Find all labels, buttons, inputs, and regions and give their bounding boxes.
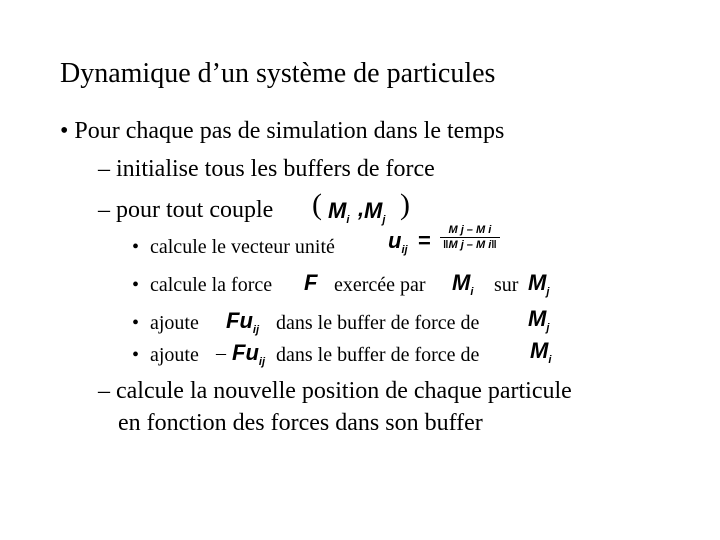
unit-vector-denominator: ‖M j – M i‖ [443,239,497,251]
unit-vector-equals: = [418,228,431,253]
minus-sign: – [216,342,226,364]
couple-mi: $M_i$ [328,198,350,226]
item-force-text-c: sur [494,274,519,296]
force-mj: $M_j$ [528,270,550,298]
item-add-text-b: dans le buffer de force de [276,312,480,334]
item-dot-2: • [132,274,140,296]
slide-title: Dynamique d’un système de particules [60,58,496,89]
item-dot-3: • [132,312,140,334]
item-dot-1: • [132,236,140,258]
fraction-bar [440,237,500,238]
dash-init-buffers: – initialise tous les buffers de force [98,156,435,182]
force-mi: $M_i$ [452,270,474,298]
item-add-text-a: ajoute [150,312,199,334]
item-add-neg-text-a: ajoute [150,344,199,366]
add-neg-mi: $M_i$ [530,338,552,366]
unit-vector-numerator: M j – M i [448,224,492,236]
dash-new-position-line2: en fonction des forces dans son buffer [118,410,483,436]
couple-mj: $M_j$ [364,198,386,226]
item-unit-vector-text: calcule le vecteur unité [150,236,335,258]
item-dot-4: • [132,344,140,366]
item-force-text-a: calcule la force [150,274,273,296]
dash-new-position-line1: – calcule la nouvelle position de chaque particule [98,378,572,404]
add-mj: $M_j$ [528,306,550,334]
couple-open-paren: ( [312,188,322,221]
add-force-fu: $Fu_{ij}$ [226,308,260,336]
force-symbol: F [304,270,318,295]
couple-comma: , [358,196,365,221]
item-force-text-b: exercée par [334,274,426,296]
dash-each-couple: – pour tout couple [98,197,274,223]
unit-vector-fraction [440,224,500,251]
item-add-neg-text-b: dans le buffer de force de [276,344,480,366]
couple-close-paren: ) [400,188,410,221]
bullet-step: • Pour chaque pas de simulation dans le temps [60,118,505,144]
add-neg-force-fu: $Fu_{ij}$ [232,340,266,368]
unit-vector-u: $u_{ij}$ [388,228,408,256]
